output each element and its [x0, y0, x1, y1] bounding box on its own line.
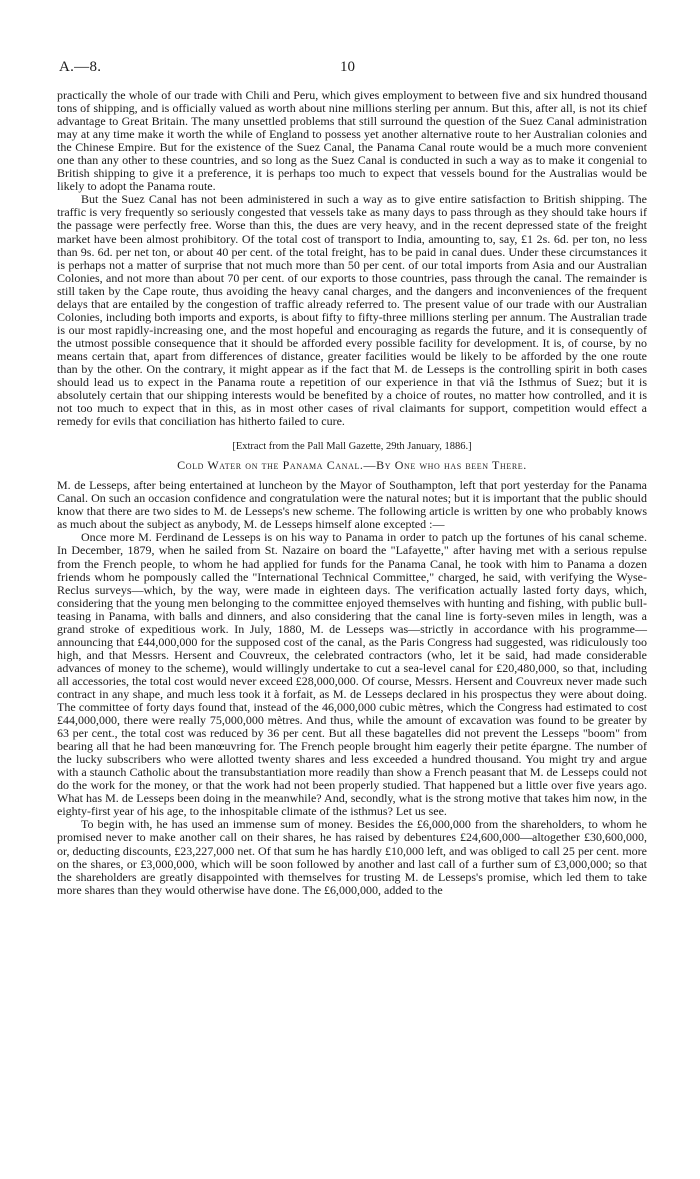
paragraph-article-intro: M. de Lesseps, after being entertained at luncheon by the Mayor of Southampton, left that port yesterday for the Panama Canal. On such an occasion confidence and congratulation were the natural notes; but it is important that the public should know that there are two sides to M. de Lesseps's new scheme. The following article is written by one who probably knows as much about the subject as anybody, M. de Lesseps himself alone excepted :— — [57, 478, 647, 532]
paragraph-panama-trade: practically the whole of our trade with Chili and Peru, which gives employment to between five and six hundred thousand tons of shipping, and is officially valued as worth about nine millions sterling per annum. But this, after all, is not its chief advantage to Great Britain. The many unsettled problems that still surround the question of the Suez Canal administration may at any time make it worth the while of England to possess yet another alternative route to her Australian colonies and the Chinese Empire. But for the existence of the Suez Canal, the Panama Canal route would be a much more convenient one than any other to these countries, and so long as the Suez Canal is conducted in such a way as to make it congenial to British shipping to give it a preference, it is perhaps too much to expect that vessels bound for the Australias would be likely to adopt the Panama route. — [57, 88, 647, 194]
paragraph-money-raised: To begin with, he has used an immense sum of money. Besides the £6,000,000 from the shareholders, to whom he promised never to make another call on their shares, he has raised by debentures £24,600,000—altogether £30,600,000, or, deducting discounts, £23,227,000 net. Of that sum he has hardly £10,000 left, and was obliged to call 25 per cent. more on the shares, or £3,000,000, which will be soon followed by another and last call of a further sum of £3,000,000; so that the shareholders are greatly disappointed with themselves for trusting M. de Lesseps's promise, which led them to take more shares than they would otherwise have done. The £6,000,000, added to the — [57, 817, 647, 897]
extract-source-line: [Extract from the Pall Mall Gazette, 29th January, 1886.] — [232, 441, 472, 453]
page-number: 10 — [340, 59, 355, 75]
paragraph-suez-administration: But the Suez Canal has not been administered in such a way as to give entire satisfaction to British shipping. The traffic is very frequently so seriously congested that vessels take as many days to pass through as they should take hours if the passage were perfectly free. Worse than this, the dues are very heavy, and in the recent depressed state of the freight market have been almost prohibitory. Of the total cost of transport to India, amounting to, say, £1 2s. 6d. per ton, no less than 9s. 6d. per net ton, or about 40 per cent. of the total freight, has to be paid in canal dues. Under these circumstances it is perhaps not a matter of surprise that not much more than 50 per cent. of our total imports from Asia and our Australian Colonies, and not more than about 70 per cent. of our exports to those countries, pass through the canal. The remainder is still taken by the Cape route, thus avoiding the heavy canal charges, and the dangers and inconveniences of the frequent delays that are entailed by the congestion of traffic already referred to. The present value of our trade with our Australian Colonies, including both imports and exports, is about fifty to fifty-three millions sterling per annum. The Australian trade is our most rapidly-increasing one, and the most hopeful and encouraging as regards the future, and it is consequently of the utmost possible consequence that it should be afforded every possible facility for development. It is, of course, by no means certain that, apart from differences of distance, greater facilities would be likely to be afforded by the one route than by the other. On the contrary, it might appear as if the fact that M. de Lesseps is the controlling spirit in both cases should lead us to expect in the Panama route a repetition of our experience in that viâ the Isthmus of Suez; but it is absolutely certain that our shipping interests would be benefited by a choice of routes, no matter how controlled, and it is not too much to expect that in this, as in most other cases of rival claimants for support, competition would effect a remedy for evils that conciliation has hitherto failed to cure. — [57, 192, 647, 429]
paragraph-lesseps-voyage: Once more M. Ferdinand de Lesseps is on his way to Panama in order to patch up the fortunes of his canal scheme. In December, 1879, when he sailed from St. Nazaire on board the "Lafayette," after having met with a serious repulse from the French people, to whom he had applied for funds for the Panama Canal, he took with him to Panama a dozen friends whom he pompously called the "International Technical Committee," charged, he said, with verifying the Wyse-Reclus surveys—which, by the way, were made in eighteen days. The verification actually lasted forty days, which, considering that the young men belonging to the committee enjoyed themselves with hunting and fishing, with public bull-teasing in Panama, with balls and dinners, and also considering that the canal line is forty-seven miles in length, was a grand stroke of expeditious work. In July, 1880, M. de Lesseps was—strictly in accordance with his programme—announcing that £44,000,000 for the supposed cost of the canal, as the Paris Congress had suggested, was ridiculously too high, and that Messrs. Hersent and Couvreux, the celebrated contractors (who, let it be said, had made considerable advances of money to the scheme), would willingly undertake to cut a sea-level canal for £20,480,000, so that, including all accessories, the total cost would never exceed £28,000,000. Of course, Messrs. Hersent and Couvreux never made such contract in any shape, and much less took it à forfait, as M. de Lesseps declared in his prospectus they were about doing. The committee of forty days found that, instead of the 46,000,000 cubic mètres, which the Congress had estimated to cost £44,000,000, there were really 75,000,000 mètres. And thus, while the amount of excavation was found to be greater by 63 per cent., the total cost was reduced by 36 per cent. But all these bagatelles did not prevent the Lesseps "boom" from bearing all that he had been manœuvring for. The French people brought him eagerly their petite épargne. The number of the lucky subscribers who were allotted twenty shares and less exceeded a hundred thousand. You might try and argue with a staunch Catholic about the transubstantiation more readily than show a French peasant that M. de Lesseps could not do the work for the money, or that the work had not been properly studied. That happened but a little over five years ago. What has M. de Lesseps been doing in the meanwhile? And, secondly, what is the strong motive that takes him now, in the eighty-first year of his age, to the inhospitable climate of the isthmus? Let us see. — [57, 530, 647, 819]
article-title: Cold Water on the Panama Canal.—By One who has been There. — [177, 458, 527, 473]
page-header — [57, 55, 647, 75]
document-reference: A.—8. — [59, 59, 102, 75]
